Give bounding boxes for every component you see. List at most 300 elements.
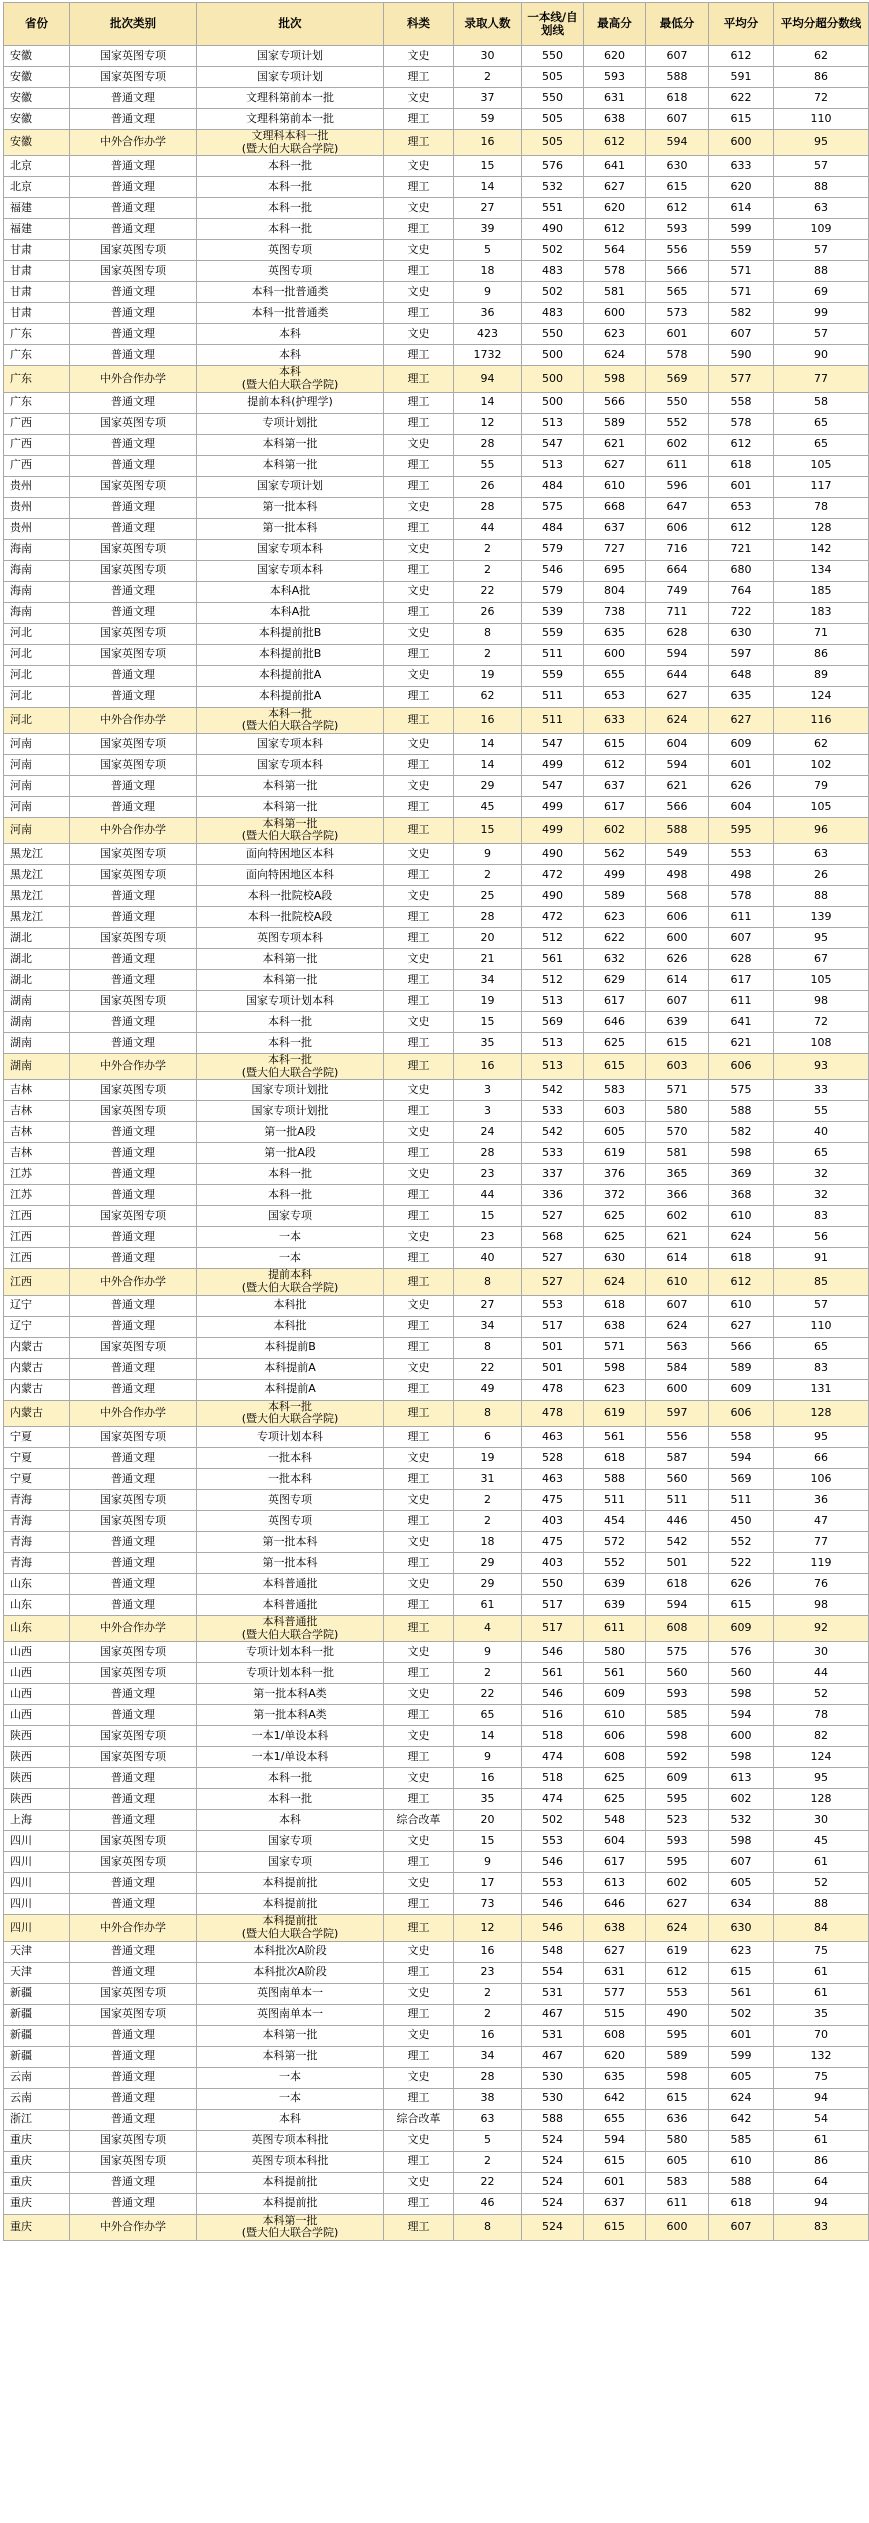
cell-cutoff-line: 484 xyxy=(522,476,584,497)
cell-batch: 专项计划批 xyxy=(197,413,384,434)
cell-batch: 本科 xyxy=(197,2109,384,2130)
cell-avg-score: 599 xyxy=(709,2046,774,2067)
cell-cutoff-line: 561 xyxy=(522,1663,584,1684)
cell-subject-type: 理工 xyxy=(384,1400,454,1426)
cell-min-score: 600 xyxy=(646,1379,709,1400)
cell-admitted-count: 26 xyxy=(454,602,522,623)
cell-cutoff-line: 576 xyxy=(522,156,584,177)
cell-batch-category: 普通文理 xyxy=(70,1447,197,1468)
cell-avg-score: 621 xyxy=(709,1033,774,1054)
cell-province: 湖南 xyxy=(4,1033,70,1054)
cell-avg-over-line: 58 xyxy=(774,392,869,413)
cell-avg-score: 589 xyxy=(709,1358,774,1379)
cell-province: 青海 xyxy=(4,1531,70,1552)
cell-cutoff-line: 524 xyxy=(522,2172,584,2193)
cell-max-score: 561 xyxy=(584,1663,646,1684)
cell-avg-over-line: 124 xyxy=(774,1747,869,1768)
cell-batch-category: 中外合作办学 xyxy=(70,707,197,733)
cell-cutoff-line: 561 xyxy=(522,949,584,970)
cell-avg-over-line: 105 xyxy=(774,796,869,817)
cell-avg-over-line: 89 xyxy=(774,665,869,686)
cell-avg-score: 611 xyxy=(709,991,774,1012)
cell-province: 贵州 xyxy=(4,476,70,497)
cell-batch: 本科 xyxy=(197,345,384,366)
table-row xyxy=(4,1747,869,1768)
cell-min-score: 595 xyxy=(646,2025,709,2046)
cell-min-score: 580 xyxy=(646,2130,709,2151)
cell-min-score: 621 xyxy=(646,1227,709,1248)
cell-subject-type: 理工 xyxy=(384,754,454,775)
cell-batch: 本科普通批 xyxy=(197,1573,384,1594)
cell-avg-score: 607 xyxy=(709,1852,774,1873)
cell-min-score: 610 xyxy=(646,1269,709,1295)
cell-province: 甘肃 xyxy=(4,240,70,261)
cell-max-score: 625 xyxy=(584,1206,646,1227)
cell-cutoff-line: 531 xyxy=(522,1983,584,2004)
cell-max-score: 552 xyxy=(584,1552,646,1573)
cell-avg-over-line: 65 xyxy=(774,434,869,455)
cell-max-score: 631 xyxy=(584,1962,646,1983)
cell-cutoff-line: 547 xyxy=(522,434,584,455)
cell-batch: 第一批本科 xyxy=(197,1531,384,1552)
cell-cutoff-line: 513 xyxy=(522,455,584,476)
cell-province: 宁夏 xyxy=(4,1447,70,1468)
cell-avg-score: 591 xyxy=(709,67,774,88)
cell-subject-type: 理工 xyxy=(384,602,454,623)
cell-batch: 国家专项计划 xyxy=(197,67,384,88)
header-batch-category: 批次类别 xyxy=(70,3,197,46)
cell-subject-type: 文史 xyxy=(384,88,454,109)
cell-avg-over-line: 108 xyxy=(774,1033,869,1054)
cell-batch-category: 国家英图专项 xyxy=(70,1101,197,1122)
cell-province: 天津 xyxy=(4,1962,70,1983)
table-row xyxy=(4,366,869,392)
cell-avg-over-line: 134 xyxy=(774,560,869,581)
table-row xyxy=(4,2025,869,2046)
cell-province: 重庆 xyxy=(4,2214,70,2240)
cell-subject-type: 理工 xyxy=(384,2004,454,2025)
cell-batch-category: 普通文理 xyxy=(70,1962,197,1983)
cell-batch-category: 普通文理 xyxy=(70,455,197,476)
table-row xyxy=(4,1080,869,1101)
cell-batch-category: 普通文理 xyxy=(70,2172,197,2193)
cell-cutoff-line: 500 xyxy=(522,366,584,392)
cell-subject-type: 理工 xyxy=(384,796,454,817)
cell-min-score: 607 xyxy=(646,109,709,130)
cell-admitted-count: 2 xyxy=(454,1983,522,2004)
cell-avg-over-line: 93 xyxy=(774,1054,869,1080)
cell-min-score: 602 xyxy=(646,1873,709,1894)
cell-min-score: 549 xyxy=(646,844,709,865)
cell-batch-category: 普通文理 xyxy=(70,156,197,177)
cell-subject-type: 文史 xyxy=(384,2067,454,2088)
cell-avg-over-line: 95 xyxy=(774,130,869,156)
cell-subject-type: 文史 xyxy=(384,1012,454,1033)
header-min-score: 最低分 xyxy=(646,3,709,46)
cell-admitted-count: 35 xyxy=(454,1789,522,1810)
cell-admitted-count: 6 xyxy=(454,1426,522,1447)
cell-avg-over-line: 75 xyxy=(774,2067,869,2088)
cell-batch: 一本 xyxy=(197,1248,384,1269)
cell-admitted-count: 14 xyxy=(454,1726,522,1747)
cell-batch: 本科提前批 xyxy=(197,2193,384,2214)
cell-min-score: 556 xyxy=(646,240,709,261)
cell-avg-score: 606 xyxy=(709,1054,774,1080)
cell-max-score: 603 xyxy=(584,1101,646,1122)
cell-max-score: 566 xyxy=(584,392,646,413)
cell-batch: 本科第一批 (暨大伯大联合学院) xyxy=(197,817,384,843)
cell-min-score: 627 xyxy=(646,686,709,707)
cell-cutoff-line: 403 xyxy=(522,1552,584,1573)
cell-avg-over-line: 69 xyxy=(774,282,869,303)
cell-max-score: 695 xyxy=(584,560,646,581)
cell-batch-category: 普通文理 xyxy=(70,1684,197,1705)
cell-min-score: 593 xyxy=(646,1684,709,1705)
table-row xyxy=(4,1510,869,1531)
cell-admitted-count: 22 xyxy=(454,581,522,602)
cell-batch: 本科第一批 xyxy=(197,949,384,970)
cell-subject-type: 理工 xyxy=(384,303,454,324)
cell-cutoff-line: 547 xyxy=(522,775,584,796)
cell-province: 陕西 xyxy=(4,1789,70,1810)
cell-avg-score: 601 xyxy=(709,2025,774,2046)
cell-subject-type: 文史 xyxy=(384,1489,454,1510)
cell-batch-category: 普通文理 xyxy=(70,518,197,539)
cell-min-score: 560 xyxy=(646,1663,709,1684)
cell-avg-score: 607 xyxy=(709,2214,774,2240)
cell-batch: 本科第一批 xyxy=(197,796,384,817)
cell-min-score: 601 xyxy=(646,324,709,345)
cell-avg-score: 605 xyxy=(709,2067,774,2088)
cell-batch-category: 国家英图专项 xyxy=(70,1510,197,1531)
header-subject-type: 科类 xyxy=(384,3,454,46)
cell-province: 江西 xyxy=(4,1248,70,1269)
cell-admitted-count: 19 xyxy=(454,1447,522,1468)
cell-subject-type: 文史 xyxy=(384,1726,454,1747)
cell-subject-type: 理工 xyxy=(384,1962,454,1983)
cell-avg-score: 558 xyxy=(709,392,774,413)
cell-avg-over-line: 61 xyxy=(774,1962,869,1983)
table-row xyxy=(4,1852,869,1873)
cell-admitted-count: 14 xyxy=(454,733,522,754)
cell-min-score: 597 xyxy=(646,1400,709,1426)
cell-batch: 本科一批普通类 xyxy=(197,282,384,303)
cell-min-score: 636 xyxy=(646,2109,709,2130)
header-avg-over-line: 平均分超分数线 xyxy=(774,3,869,46)
cell-cutoff-line: 499 xyxy=(522,817,584,843)
cell-min-score: 624 xyxy=(646,1915,709,1941)
cell-batch: 本科批 xyxy=(197,1316,384,1337)
cell-province: 宁夏 xyxy=(4,1468,70,1489)
table-row xyxy=(4,198,869,219)
cell-subject-type: 理工 xyxy=(384,707,454,733)
cell-avg-score: 598 xyxy=(709,1143,774,1164)
cell-cutoff-line: 550 xyxy=(522,1573,584,1594)
cell-admitted-count: 38 xyxy=(454,2088,522,2109)
cell-cutoff-line: 553 xyxy=(522,1873,584,1894)
cell-cutoff-line: 478 xyxy=(522,1379,584,1400)
cell-admitted-count: 23 xyxy=(454,1962,522,1983)
cell-batch-category: 中外合作办学 xyxy=(70,130,197,156)
cell-max-score: 639 xyxy=(584,1594,646,1615)
cell-avg-score: 615 xyxy=(709,1962,774,1983)
cell-batch-category: 普通文理 xyxy=(70,303,197,324)
table-row xyxy=(4,1789,869,1810)
cell-province: 浙江 xyxy=(4,2109,70,2130)
cell-cutoff-line: 559 xyxy=(522,623,584,644)
cell-subject-type: 文史 xyxy=(384,1295,454,1316)
cell-avg-score: 369 xyxy=(709,1164,774,1185)
cell-batch: 第一批本科 xyxy=(197,518,384,539)
cell-batch-category: 普通文理 xyxy=(70,88,197,109)
cell-admitted-count: 15 xyxy=(454,1831,522,1852)
cell-province: 青海 xyxy=(4,1510,70,1531)
cell-batch-category: 国家英图专项 xyxy=(70,844,197,865)
cell-min-score: 612 xyxy=(646,198,709,219)
table-row xyxy=(4,1489,869,1510)
cell-province: 海南 xyxy=(4,581,70,602)
cell-min-score: 607 xyxy=(646,46,709,67)
cell-min-score: 609 xyxy=(646,1768,709,1789)
cell-batch: 第一批本科A类 xyxy=(197,1684,384,1705)
cell-batch: 面向特困地区本科 xyxy=(197,844,384,865)
cell-avg-score: 612 xyxy=(709,518,774,539)
cell-batch-category: 国家英图专项 xyxy=(70,1426,197,1447)
cell-admitted-count: 16 xyxy=(454,1941,522,1962)
cell-min-score: 570 xyxy=(646,1122,709,1143)
cell-province: 甘肃 xyxy=(4,282,70,303)
cell-batch-category: 普通文理 xyxy=(70,2193,197,2214)
cell-subject-type: 理工 xyxy=(384,1747,454,1768)
cell-max-score: 641 xyxy=(584,156,646,177)
cell-cutoff-line: 533 xyxy=(522,1101,584,1122)
cell-batch-category: 国家英图专项 xyxy=(70,539,197,560)
cell-min-score: 587 xyxy=(646,1447,709,1468)
cell-batch: 本科批次A阶段 xyxy=(197,1941,384,1962)
cell-batch-category: 普通文理 xyxy=(70,1122,197,1143)
cell-batch-category: 普通文理 xyxy=(70,1358,197,1379)
cell-max-score: 562 xyxy=(584,844,646,865)
cell-subject-type: 文史 xyxy=(384,844,454,865)
cell-avg-over-line: 83 xyxy=(774,2214,869,2240)
cell-batch-category: 国家英图专项 xyxy=(70,1337,197,1358)
cell-admitted-count: 21 xyxy=(454,949,522,970)
cell-admitted-count: 15 xyxy=(454,1012,522,1033)
table-row xyxy=(4,156,869,177)
cell-avg-over-line: 32 xyxy=(774,1164,869,1185)
cell-province: 吉林 xyxy=(4,1101,70,1122)
cell-avg-over-line: 85 xyxy=(774,1269,869,1295)
cell-max-score: 615 xyxy=(584,733,646,754)
cell-subject-type: 理工 xyxy=(384,1663,454,1684)
cell-admitted-count: 44 xyxy=(454,518,522,539)
cell-max-score: 646 xyxy=(584,1012,646,1033)
cell-admitted-count: 24 xyxy=(454,1122,522,1143)
cell-province: 山东 xyxy=(4,1594,70,1615)
table-row xyxy=(4,1768,869,1789)
table-row xyxy=(4,2172,869,2193)
cell-batch-category: 中外合作办学 xyxy=(70,1400,197,1426)
cell-cutoff-line: 475 xyxy=(522,1489,584,1510)
cell-batch: 一本1/单设本科 xyxy=(197,1726,384,1747)
cell-avg-over-line: 77 xyxy=(774,1531,869,1552)
cell-cutoff-line: 547 xyxy=(522,733,584,754)
table-row xyxy=(4,1831,869,1852)
cell-batch-category: 国家英图专项 xyxy=(70,754,197,775)
cell-admitted-count: 15 xyxy=(454,817,522,843)
cell-avg-over-line: 75 xyxy=(774,1941,869,1962)
cell-max-score: 571 xyxy=(584,1337,646,1358)
cell-avg-over-line: 142 xyxy=(774,539,869,560)
cell-avg-score: 502 xyxy=(709,2004,774,2025)
cell-avg-over-line: 65 xyxy=(774,1143,869,1164)
cell-max-score: 608 xyxy=(584,2025,646,2046)
cell-avg-over-line: 71 xyxy=(774,623,869,644)
cell-subject-type: 综合改革 xyxy=(384,2109,454,2130)
cell-admitted-count: 3 xyxy=(454,1080,522,1101)
table-row xyxy=(4,844,869,865)
cell-avg-score: 613 xyxy=(709,1768,774,1789)
cell-batch: 专项计划本科一批 xyxy=(197,1663,384,1684)
cell-min-score: 607 xyxy=(646,991,709,1012)
cell-province: 山东 xyxy=(4,1573,70,1594)
cell-province: 新疆 xyxy=(4,1983,70,2004)
cell-batch: 本科第一批 xyxy=(197,455,384,476)
cell-batch-category: 普通文理 xyxy=(70,1873,197,1894)
cell-avg-score: 607 xyxy=(709,324,774,345)
cell-min-score: 566 xyxy=(646,261,709,282)
cell-subject-type: 理工 xyxy=(384,1143,454,1164)
table-row xyxy=(4,2046,869,2067)
cell-max-score: 515 xyxy=(584,2004,646,2025)
cell-max-score: 629 xyxy=(584,970,646,991)
cell-batch: 本科提前A xyxy=(197,1358,384,1379)
cell-admitted-count: 40 xyxy=(454,1248,522,1269)
cell-province: 青海 xyxy=(4,1552,70,1573)
cell-province: 广西 xyxy=(4,455,70,476)
cell-avg-over-line: 94 xyxy=(774,2193,869,2214)
cell-max-score: 615 xyxy=(584,1054,646,1080)
cell-batch: 国家专项计划批 xyxy=(197,1101,384,1122)
cell-max-score: 627 xyxy=(584,177,646,198)
header-max-score: 最高分 xyxy=(584,3,646,46)
cell-admitted-count: 8 xyxy=(454,1269,522,1295)
cell-subject-type: 理工 xyxy=(384,1269,454,1295)
cell-subject-type: 理工 xyxy=(384,1468,454,1489)
cell-batch-category: 国家英图专项 xyxy=(70,67,197,88)
cell-min-score: 606 xyxy=(646,907,709,928)
cell-max-score: 589 xyxy=(584,413,646,434)
cell-admitted-count: 9 xyxy=(454,1642,522,1663)
cell-cutoff-line: 490 xyxy=(522,219,584,240)
cell-batch-category: 普通文理 xyxy=(70,1594,197,1615)
cell-batch: 国家专项计划 xyxy=(197,46,384,67)
cell-cutoff-line: 550 xyxy=(522,324,584,345)
cell-subject-type: 文史 xyxy=(384,1684,454,1705)
cell-province: 四川 xyxy=(4,1915,70,1941)
cell-subject-type: 理工 xyxy=(384,1033,454,1054)
cell-batch: 本科一批院校A段 xyxy=(197,886,384,907)
cell-subject-type: 理工 xyxy=(384,1789,454,1810)
cell-subject-type: 文史 xyxy=(384,1768,454,1789)
cell-batch-category: 普通文理 xyxy=(70,1552,197,1573)
cell-avg-over-line: 77 xyxy=(774,366,869,392)
cell-cutoff-line: 403 xyxy=(522,1510,584,1531)
cell-admitted-count: 8 xyxy=(454,623,522,644)
cell-batch-category: 国家英图专项 xyxy=(70,1983,197,2004)
cell-province: 江苏 xyxy=(4,1185,70,1206)
cell-avg-score: 558 xyxy=(709,1426,774,1447)
cell-max-score: 602 xyxy=(584,817,646,843)
cell-batch: 国家专项 xyxy=(197,1831,384,1852)
cell-batch: 本科第一批 xyxy=(197,2046,384,2067)
cell-province: 青海 xyxy=(4,1489,70,1510)
cell-province: 四川 xyxy=(4,1852,70,1873)
cell-avg-score: 594 xyxy=(709,1447,774,1468)
cell-cutoff-line: 484 xyxy=(522,518,584,539)
cell-batch: 本科提前A xyxy=(197,1379,384,1400)
table-row xyxy=(4,1573,869,1594)
cell-province: 重庆 xyxy=(4,2130,70,2151)
cell-province: 山西 xyxy=(4,1642,70,1663)
cell-province: 贵州 xyxy=(4,518,70,539)
cell-avg-over-line: 61 xyxy=(774,2130,869,2151)
cell-cutoff-line: 490 xyxy=(522,844,584,865)
cell-admitted-count: 14 xyxy=(454,177,522,198)
cell-max-score: 638 xyxy=(584,1915,646,1941)
cell-max-score: 635 xyxy=(584,2067,646,2088)
cell-min-score: 602 xyxy=(646,434,709,455)
cell-subject-type: 文史 xyxy=(384,1983,454,2004)
cell-subject-type: 理工 xyxy=(384,1915,454,1941)
cell-subject-type: 文史 xyxy=(384,949,454,970)
cell-avg-score: 653 xyxy=(709,497,774,518)
cell-avg-over-line: 88 xyxy=(774,1894,869,1915)
cell-max-score: 608 xyxy=(584,1747,646,1768)
cell-min-score: 605 xyxy=(646,2151,709,2172)
table-row xyxy=(4,1894,869,1915)
cell-cutoff-line: 551 xyxy=(522,198,584,219)
cell-avg-score: 598 xyxy=(709,1831,774,1852)
cell-avg-score: 633 xyxy=(709,156,774,177)
cell-subject-type: 理工 xyxy=(384,219,454,240)
cell-batch: 本科提前批B xyxy=(197,644,384,665)
cell-cutoff-line: 516 xyxy=(522,1705,584,1726)
cell-province: 湖北 xyxy=(4,928,70,949)
cell-province: 辽宁 xyxy=(4,1316,70,1337)
table-row xyxy=(4,261,869,282)
cell-avg-score: 627 xyxy=(709,707,774,733)
cell-cutoff-line: 568 xyxy=(522,1227,584,1248)
cell-batch: 本科批 xyxy=(197,1295,384,1316)
cell-subject-type: 文史 xyxy=(384,886,454,907)
header-avg-score: 平均分 xyxy=(709,3,774,46)
cell-avg-over-line: 57 xyxy=(774,324,869,345)
cell-admitted-count: 18 xyxy=(454,1531,522,1552)
table-row xyxy=(4,2193,869,2214)
cell-batch-category: 国家英图专项 xyxy=(70,865,197,886)
cell-avg-score: 598 xyxy=(709,1747,774,1768)
cell-admitted-count: 31 xyxy=(454,1468,522,1489)
cell-avg-over-line: 102 xyxy=(774,754,869,775)
cell-cutoff-line: 532 xyxy=(522,177,584,198)
cell-min-score: 501 xyxy=(646,1552,709,1573)
cell-avg-over-line: 65 xyxy=(774,1337,869,1358)
cell-subject-type: 理工 xyxy=(384,686,454,707)
cell-subject-type: 理工 xyxy=(384,1316,454,1337)
cell-avg-score: 617 xyxy=(709,970,774,991)
cell-min-score: 593 xyxy=(646,219,709,240)
